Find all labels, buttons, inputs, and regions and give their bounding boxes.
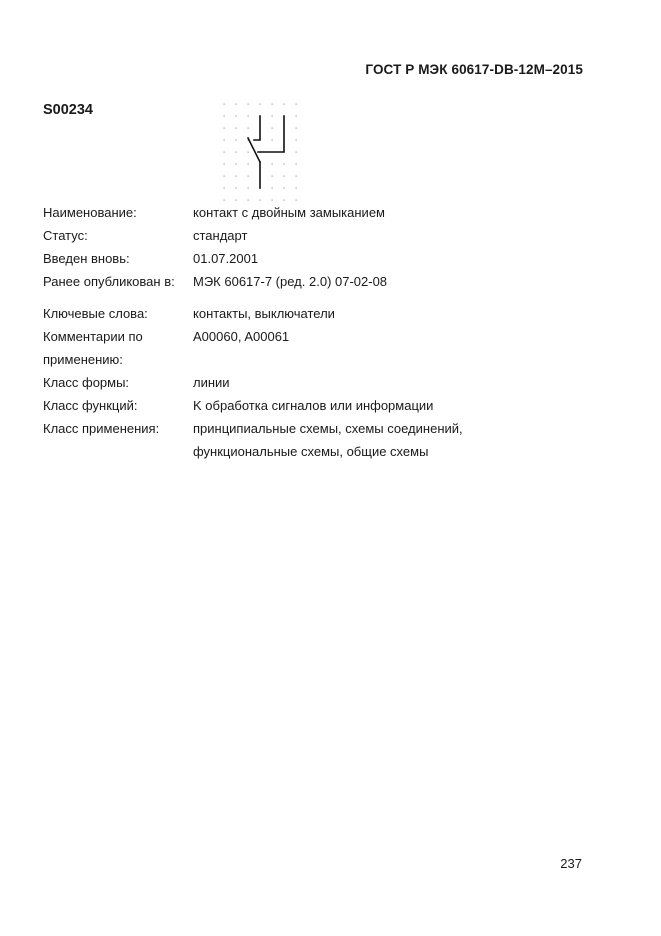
field-label: Класс формы:: [43, 375, 130, 390]
field-value: МЭК 60617-7 (ред. 2.0) 07-02-08: [193, 274, 388, 289]
symbol-id: S00234: [43, 102, 93, 118]
field-label: Класс функций:: [43, 398, 138, 413]
standard-code-header: ГОСТ Р МЭК 60617-DB-12M–2015: [365, 62, 583, 77]
field-label: Введен вновь:: [43, 251, 130, 266]
field-label: Статус:: [43, 228, 88, 243]
field-value: стандарт: [193, 228, 248, 243]
field-value: функциональные схемы, общие схемы: [193, 444, 429, 459]
field-value: K обработка сигналов или информации: [193, 398, 434, 413]
field-value: контакт с двойным замыканием: [193, 205, 385, 220]
field-value: принципиальные схемы, схемы соединений,: [193, 421, 463, 436]
field-label: Ранее опубликован в:: [43, 274, 175, 289]
field-value: 01.07.2001: [193, 251, 259, 266]
field-value: контакты, выключатели: [193, 306, 335, 321]
field-label: Ключевые слова:: [43, 306, 148, 321]
double-make-contact-icon: [214, 96, 314, 208]
field-label: применению:: [43, 352, 123, 367]
field-value: A00060, A00061: [193, 329, 290, 344]
page-number: 237: [560, 856, 582, 871]
field-label: Комментарии по: [43, 329, 143, 344]
field-value: линии: [193, 375, 230, 390]
field-label: Наименование:: [43, 205, 137, 220]
field-label: Класс применения:: [43, 421, 160, 436]
